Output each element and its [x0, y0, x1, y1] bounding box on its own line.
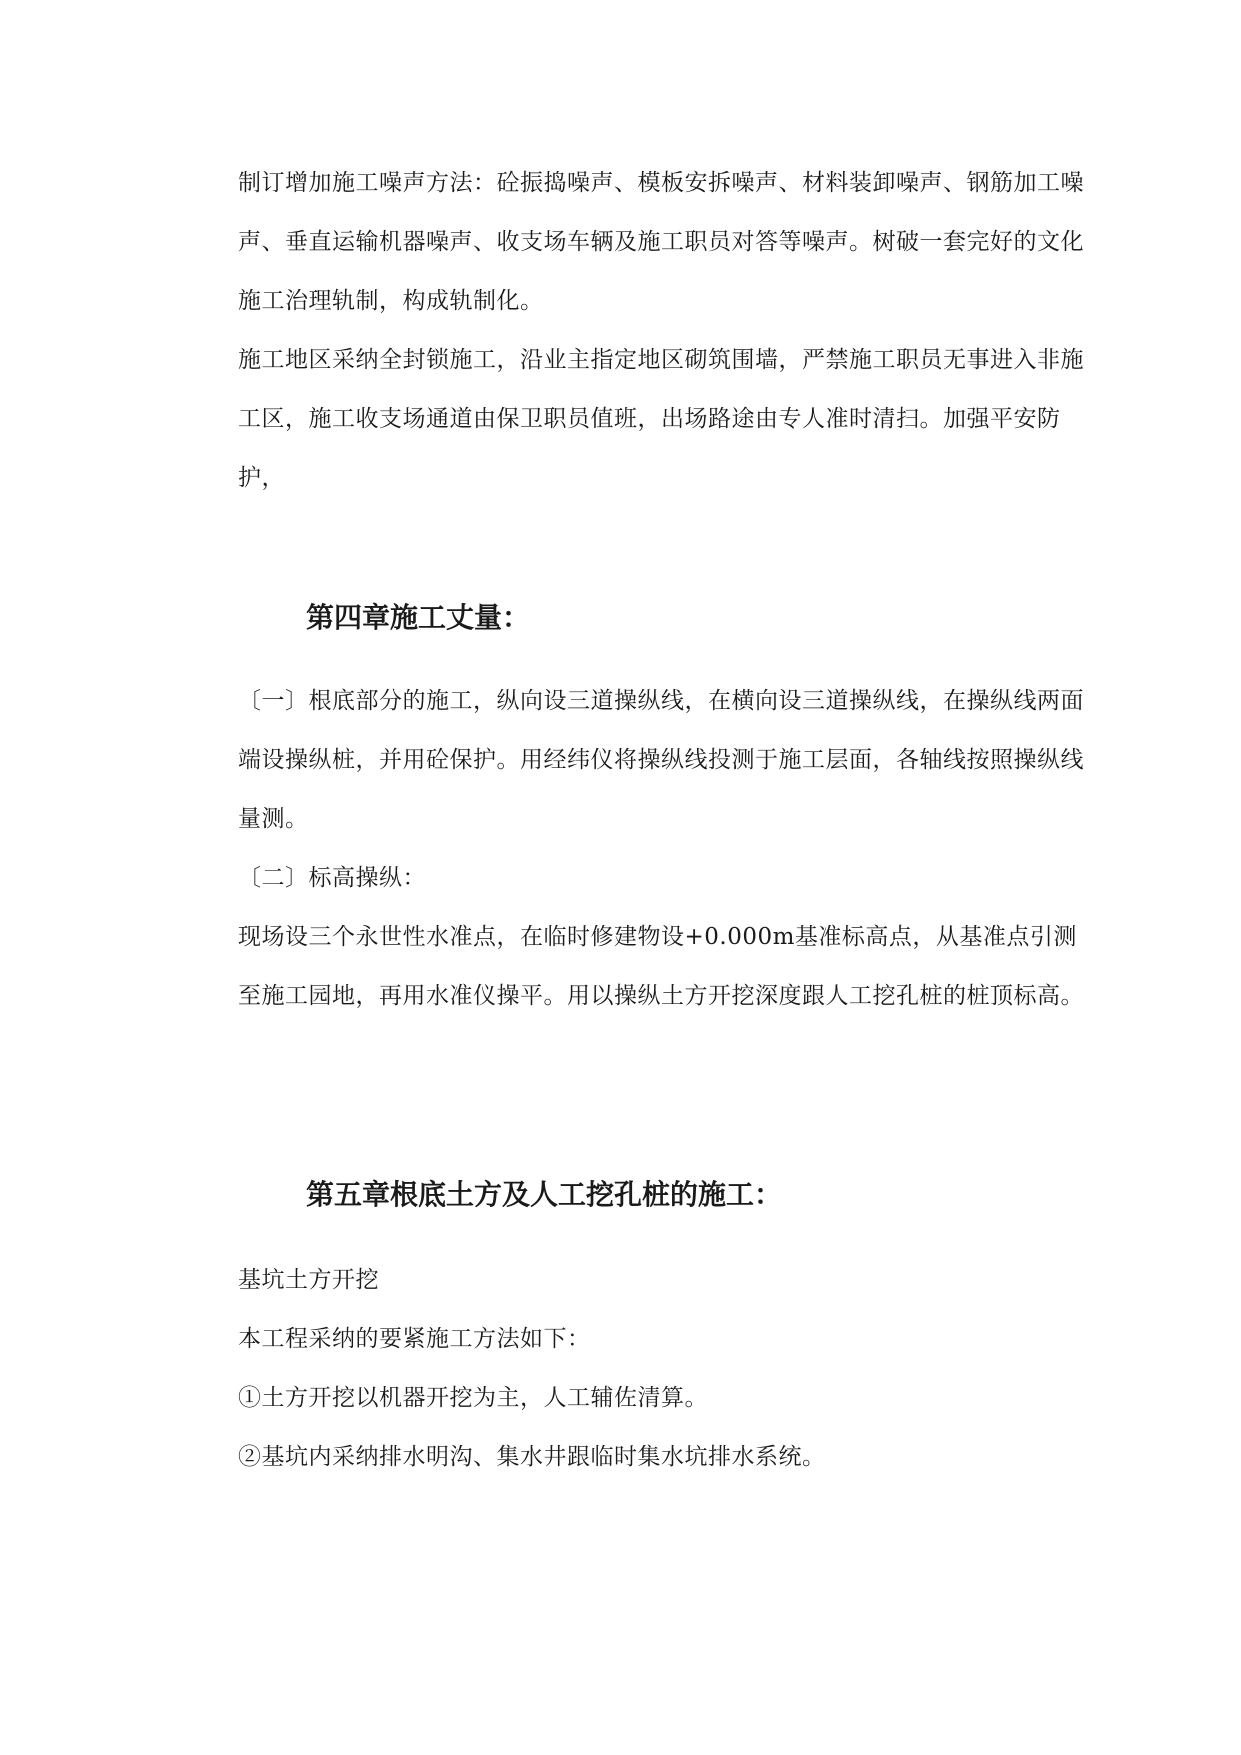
paragraph-site-enclosure: 施工地区采纳全封锁施工，沿业主指定地区砌筑围墙，严禁施工职员无事进入非施工区，施工收支场通道由保卫职员值班，出场路途由专人准时清扫。加强平安防护， [238, 347, 1084, 491]
paragraph-noise-measures: 制订增加施工噪声方法：砼振捣噪声、模板安拆噪声、材料装卸噪声、钢筋加工噪声、垂直运输机器噪声、收支场车辆及施工职员对答等噪声。树破一套完好的文化施工治理轨制，构成轨制化。 [238, 170, 1084, 314]
paragraph-excavation-title: 基坑土方开挖 [238, 1267, 379, 1293]
paragraph-methods-intro: 本工程采纳的要紧施工方法如下： [238, 1326, 591, 1352]
paragraph-control-lines: 〔一〕根底部分的施工，纵向设三道操纵线，在横向设三道操纵线，在操纵线两面端设操纵桩，并用砼保护。用经纬仪将操纵线投测于施工层面，各轴线按照操纵线量测。 [238, 688, 1084, 832]
list-item-drainage-system: ②基坑内采纳排水明沟、集水井跟临时集水坑排水系统。 [238, 1444, 826, 1470]
list-item-machine-excavation: ①土方开挖以机器开挖为主，人工辅佐清算。 [238, 1385, 708, 1411]
paragraph-elevation-control-title: 〔二〕标高操纵： [238, 865, 426, 891]
heading-chapter-4: 第四章施工丈量： [306, 601, 531, 634]
heading-chapter-5: 第五章根底土方及人工挖孔桩的施工： [306, 1178, 783, 1211]
paragraph-benchmark: 现场设三个永世性水准点，在临时修建物设+0.000m基准标高点，从基准点引测至施工园地，再用水准仪操平。用以操纵土方开挖深度跟人工挖孔桩的桩顶标高。 [238, 924, 1084, 1009]
